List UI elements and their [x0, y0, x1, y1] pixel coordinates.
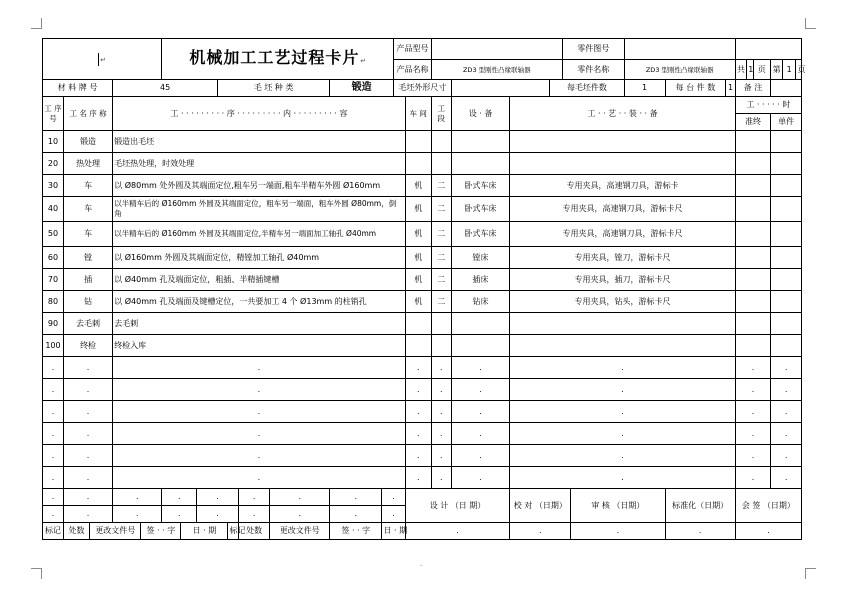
empty-row: . . . . . . . . .	[43, 379, 802, 401]
col-time-prep: 准终	[735, 114, 771, 131]
op-name-cell: 锻造	[63, 131, 112, 153]
op-tooling-cell	[510, 335, 735, 357]
col-time: 工 · · · · · 时	[735, 97, 801, 114]
op-section-cell: 二	[431, 247, 451, 269]
op-workshop-cell: 机	[405, 222, 431, 247]
page-no-value[interactable]: 1	[782, 60, 796, 80]
table-row	[43, 313, 802, 335]
op-equipment-cell: 插床	[451, 269, 510, 291]
op-section-cell: 二	[431, 197, 451, 222]
table-row	[43, 335, 802, 357]
op-no-cell: 60	[43, 247, 64, 269]
page-unit-label: 页	[753, 60, 771, 80]
op-section-cell	[431, 313, 451, 335]
paragraph-mark: .	[420, 560, 423, 568]
op-workshop-cell: 机	[405, 247, 431, 269]
mark-label: 标记	[43, 523, 64, 540]
table-row	[43, 247, 802, 269]
op-workshop-cell: 机	[405, 269, 431, 291]
blank-size-value[interactable]	[451, 80, 549, 97]
empty-row: . . . . . . . . .	[43, 423, 802, 445]
review-date-label: 审 核 （日期）	[571, 489, 665, 523]
op-name-cell: 车	[63, 197, 112, 222]
process-card-sheet	[42, 38, 806, 540]
op-section-cell: 二	[431, 269, 451, 291]
op-name-cell: 钻	[63, 291, 112, 313]
product-name-value[interactable]: ZD3 型刚性凸缘联轴器	[431, 60, 562, 80]
empty-row: . . . . . . . . .	[43, 445, 802, 467]
op-workshop-cell: 机	[405, 291, 431, 313]
op-section-cell	[431, 131, 451, 153]
op-content-cell: 去毛刺	[113, 313, 405, 335]
op-equipment-cell	[451, 153, 510, 175]
op-name-cell: 车	[63, 222, 112, 247]
date-label-2: 日 · 期	[382, 523, 405, 540]
count-label: 处数	[63, 523, 89, 540]
material-grade-label: 材 料 牌 号	[43, 80, 113, 97]
op-section-cell: 二	[431, 222, 451, 247]
count-label-2: 处数	[238, 523, 269, 540]
op-no-cell: 90	[43, 313, 64, 335]
op-workshop-cell	[405, 153, 431, 175]
date-label: 日 · 期	[181, 523, 228, 540]
op-time-unit-cell	[771, 222, 802, 247]
op-section-cell: 二	[431, 291, 451, 313]
op-time-unit-cell	[771, 153, 802, 175]
col-equipment: 设 · 备	[451, 97, 510, 131]
op-time-unit-cell	[771, 291, 802, 313]
blank-type-value[interactable]: 锻造	[330, 80, 394, 97]
op-equipment-cell: 卧式车床	[451, 175, 510, 197]
change-doc-label-2: 更改文件号	[270, 523, 330, 540]
op-equipment-cell: 镗床	[451, 247, 510, 269]
table-row	[43, 222, 802, 247]
op-equipment-cell: 钻床	[451, 291, 510, 313]
per-unit-label: 每 台 件 数	[665, 80, 726, 97]
op-name-cell: 镗	[63, 247, 112, 269]
column-header-row-1	[43, 97, 802, 114]
page-corner-mark-bottom-right	[805, 568, 816, 579]
op-time-prep-cell	[735, 222, 771, 247]
blanks-per-value[interactable]: 1	[624, 80, 665, 97]
op-workshop-cell	[405, 131, 431, 153]
process-card-table	[42, 38, 806, 540]
op-time-unit-cell	[771, 269, 802, 291]
op-tooling-cell: 专用夹具，镗刀，游标卡尺	[510, 247, 735, 269]
op-tooling-cell: 专用夹具，插刀，游标卡尺	[510, 269, 735, 291]
op-equipment-cell: 卧式车床	[451, 197, 510, 222]
op-name-cell: 插	[63, 269, 112, 291]
op-section-cell	[431, 153, 451, 175]
op-name-cell: 终检	[63, 335, 112, 357]
col-section: 工 段	[431, 97, 451, 131]
part-name-label: 零件名称	[562, 60, 624, 80]
op-tooling-cell: 专用夹具，高速钢刀具，游标卡尺	[510, 222, 735, 247]
op-content-cell: 毛坯热处理，时效处理	[113, 153, 405, 175]
countersign-date-label: 会 签 （日期）	[735, 489, 801, 523]
op-time-prep-cell	[735, 131, 771, 153]
op-content-cell: 以 Ø40mm 孔及端面及键槽定位，一共要加工 4 个 Ø13mm 的柱销孔	[113, 291, 405, 313]
op-name-cell: 车	[63, 175, 112, 197]
op-time-unit-cell	[771, 247, 802, 269]
op-name-cell: 热处理	[63, 153, 112, 175]
revision-label-row: 标记 处数 更改文件号 签 · · 字 日 · 期 标记 处数 更改文件号 签 · · 字 日 · 期 . . . . .	[43, 523, 802, 540]
op-content-cell: 以 Ø40mm 孔及端面定位，粗插、半精插键槽	[113, 269, 405, 291]
op-equipment-cell	[451, 335, 510, 357]
op-time-prep-cell	[735, 247, 771, 269]
product-name-label: 产品名称	[394, 60, 432, 80]
standardization-date-label: 标准化（日期）	[665, 489, 735, 523]
table-row	[43, 175, 802, 197]
table-row	[43, 131, 802, 153]
part-drawing-no-value[interactable]	[624, 39, 735, 60]
sign-label-2: 签 · · 字	[330, 523, 382, 540]
remark-value[interactable]	[771, 80, 802, 97]
col-op-name: 工 名 序 称	[63, 97, 112, 131]
op-workshop-cell: 机	[405, 197, 431, 222]
op-tooling-cell: 专用夹具，高速钢刀具，游标卡	[510, 175, 735, 197]
col-tooling: 工 · · 艺 · · 装 · · 备	[510, 97, 735, 131]
op-time-unit-cell	[771, 131, 802, 153]
op-tooling-cell	[510, 131, 735, 153]
op-tooling-cell: 专用夹具，钻头，游标卡尺	[510, 291, 735, 313]
op-time-unit-cell	[771, 335, 802, 357]
card-title-cell: 机械加工工艺过程卡片↵	[162, 39, 394, 80]
total-pages-value[interactable]: 1	[747, 60, 753, 80]
op-workshop-cell	[405, 335, 431, 357]
op-workshop-cell: 机	[405, 175, 431, 197]
op-no-cell: 100	[43, 335, 64, 357]
remark-label: 备 注	[735, 80, 771, 97]
table-row	[43, 197, 802, 222]
design-date-label: 设 计 （日 期）	[405, 489, 510, 523]
blank-type-label: 毛 坯 种 类	[217, 80, 329, 97]
material-grade-value[interactable]: 45	[113, 80, 218, 97]
op-no-cell: 50	[43, 222, 64, 247]
op-content-cell: 以半精车后的 Ø160mm 外圆及其端面定位,半精车另一端面加工轴孔 Ø40mm	[113, 222, 405, 247]
op-workshop-cell	[405, 313, 431, 335]
page-unit-label-2: 页	[796, 60, 802, 80]
op-time-prep-cell	[735, 313, 771, 335]
table-row	[43, 269, 802, 291]
page-corner-mark-bottom-left	[31, 568, 42, 579]
op-content-cell: 锻造出毛坯	[113, 131, 405, 153]
op-equipment-cell: 卧式车床	[451, 222, 510, 247]
op-content-cell: 以半精车后的 Ø160mm 外圆及其端面定位，粗车另一端面，粗车外圆 Ø80mm，倒角	[113, 197, 405, 222]
op-no-cell: 80	[43, 291, 64, 313]
op-time-unit-cell	[771, 313, 802, 335]
op-time-prep-cell	[735, 335, 771, 357]
op-equipment-cell	[451, 313, 510, 335]
op-time-prep-cell	[735, 197, 771, 222]
page-corner-mark-top-right	[805, 18, 816, 29]
part-name-value[interactable]: ZD3 型刚性凸缘联轴器	[624, 60, 735, 80]
empty-row: . . . . . . . . .	[43, 467, 802, 489]
material-row	[43, 80, 802, 97]
op-content-cell: 终检入库	[113, 335, 405, 357]
empty-row: . . . . . . . . .	[43, 401, 802, 423]
col-time-unit: 单件	[771, 114, 802, 131]
header-blank-cell	[735, 39, 801, 60]
op-tooling-cell: 专用夹具，高速钢刀具，游标卡尺	[510, 197, 735, 222]
total-label: 共	[735, 60, 747, 80]
page-no-label: 第	[771, 60, 783, 80]
op-no-cell: 30	[43, 175, 64, 197]
op-time-unit-cell	[771, 175, 802, 197]
blanks-per-label: 每毛坯件数	[550, 80, 624, 97]
table-row	[43, 153, 802, 175]
op-time-prep-cell	[735, 153, 771, 175]
op-time-prep-cell	[735, 269, 771, 291]
op-name-cell: 去毛刺	[63, 313, 112, 335]
logo-cell: ↵	[43, 39, 162, 80]
op-time-prep-cell	[735, 291, 771, 313]
op-time-unit-cell	[771, 197, 802, 222]
col-workshop: 车 间	[405, 97, 431, 131]
op-no-cell: 70	[43, 269, 64, 291]
revision-row-1: . . . . . . . . . 设 计 （日 期） 校 对 （日期） 审 核 （日期） 标准化（日期） 会 签 （日期）	[43, 489, 802, 506]
header-row-1	[43, 39, 802, 60]
op-section-cell	[431, 335, 451, 357]
op-no-cell: 10	[43, 131, 64, 153]
op-section-cell: 二	[431, 175, 451, 197]
blank-size-label: 毛坯外形尺寸	[394, 80, 452, 97]
op-no-cell: 20	[43, 153, 64, 175]
sign-label: 签 · · 字	[141, 523, 181, 540]
op-content-cell: 以 Ø80mm 处外圆及其端面定位,粗车另一端面,粗车半精车外圆 Ø160mm	[113, 175, 405, 197]
check-date-label: 校 对 （日期）	[510, 489, 571, 523]
op-time-prep-cell	[735, 175, 771, 197]
per-unit-value[interactable]: 1	[726, 80, 735, 97]
change-doc-label: 更改文件号	[90, 523, 141, 540]
op-content-cell: 以 Ø160mm 外圆及其端面定位，精镗加工轴孔 Ø40mm	[113, 247, 405, 269]
mark-label-2: 标记	[228, 523, 238, 540]
op-equipment-cell	[451, 131, 510, 153]
empty-row: . . . . . . . . .	[43, 357, 802, 379]
table-row	[43, 291, 802, 313]
part-drawing-no-label: 零件图号	[562, 39, 624, 60]
col-op-no: 工 序 号	[43, 97, 64, 131]
op-tooling-cell	[510, 313, 735, 335]
col-content: 工 · · · · · · · · · 序 · · · · · · · · · 内 · · · · · · · · · 容	[113, 97, 405, 131]
page-title: 机械加工工艺过程卡片	[189, 47, 360, 67]
op-no-cell: 40	[43, 197, 64, 222]
page-corner-mark-top-left	[31, 18, 42, 29]
op-tooling-cell	[510, 153, 735, 175]
product-model-value[interactable]	[431, 39, 562, 60]
revision-row-2: . . . . . . . . .	[43, 506, 802, 523]
product-model-label: 产品型号	[394, 39, 432, 60]
